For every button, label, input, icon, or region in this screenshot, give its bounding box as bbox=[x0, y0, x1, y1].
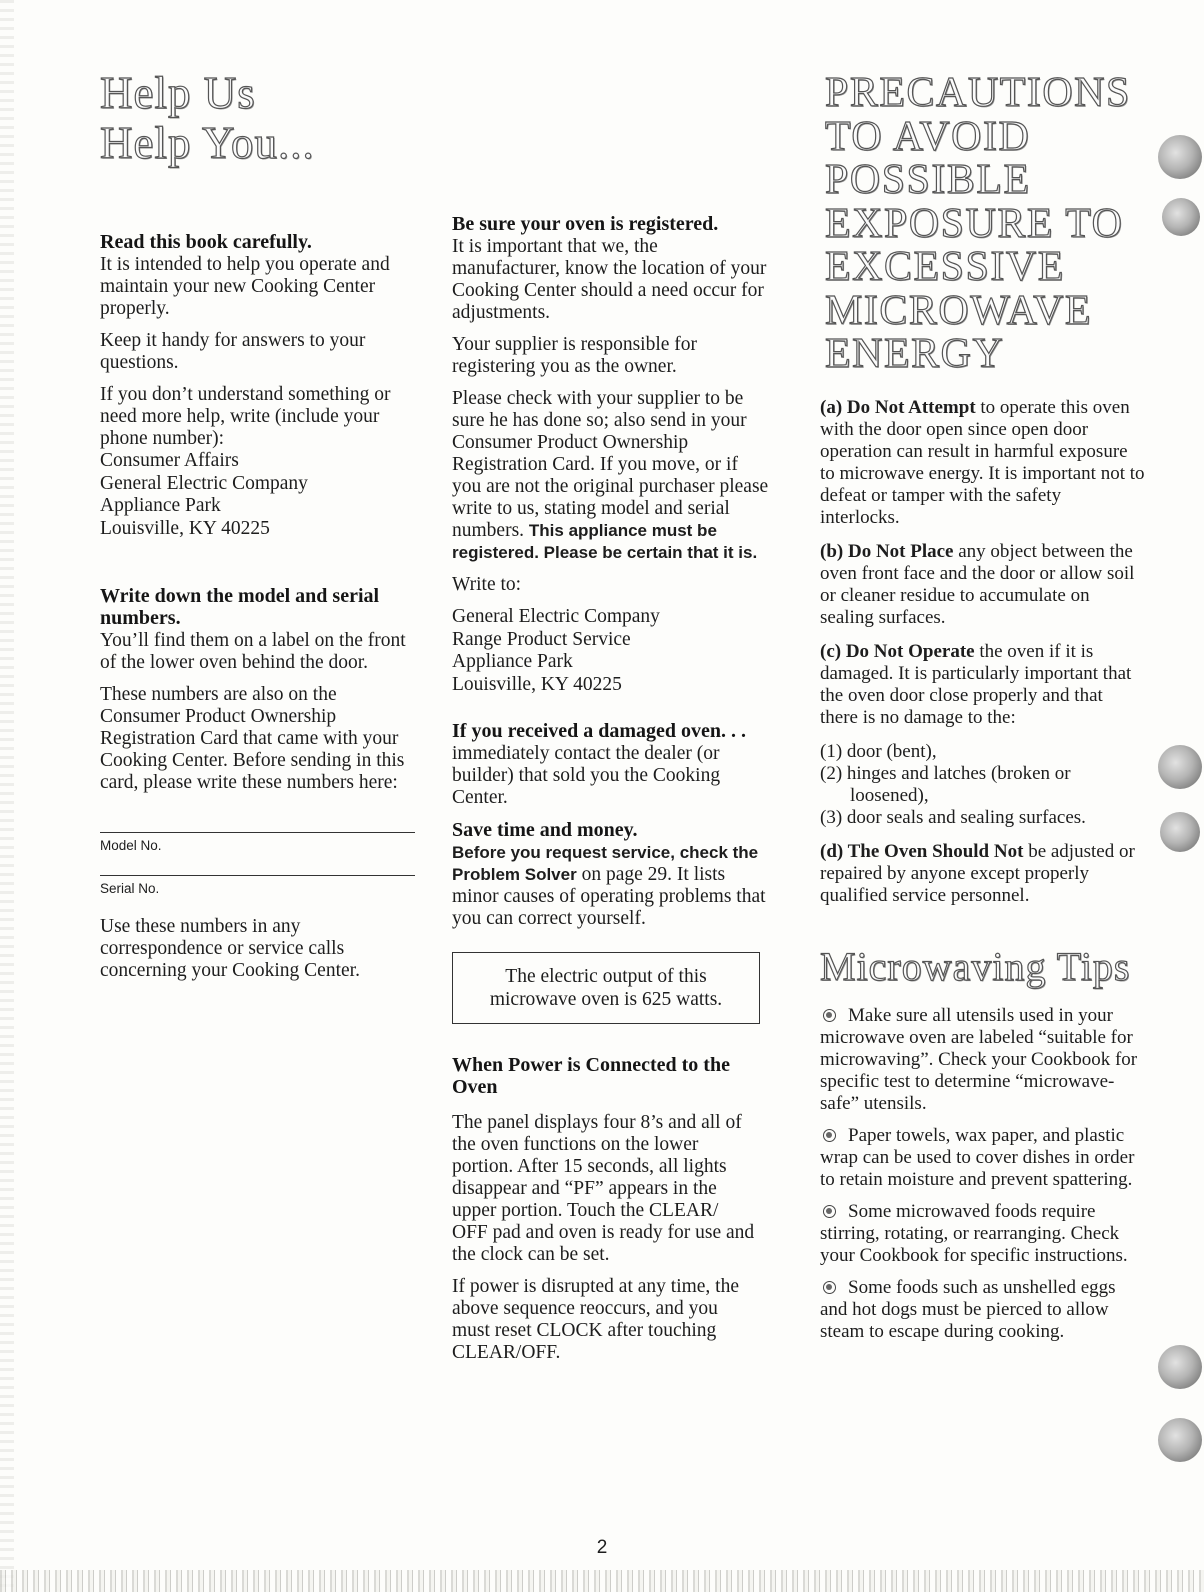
right-column bbox=[820, 60, 1145, 1353]
precaution-c-lead: (c) Do Not Operate bbox=[820, 640, 975, 662]
output-box-line2: microwave oven is 625 watts. bbox=[489, 989, 723, 1010]
read-book-heading: Read this book carefully. bbox=[100, 231, 312, 253]
damage-sub-item: (3) door seals and sealing surfaces. bbox=[820, 806, 1086, 828]
tip-text: Make sure all utensils used in your microwave oven are labeled “suitable for microwaving”. Check your Cookbook for specific test to determine “microwave-safe” utensils. bbox=[820, 1004, 1138, 1114]
precaution-d bbox=[820, 841, 1145, 907]
address-line: Appliance Park bbox=[100, 495, 221, 516]
write-to-label: Write to: bbox=[452, 574, 522, 595]
binder-hole-icon bbox=[1158, 745, 1202, 789]
damage-sub-list bbox=[820, 741, 1145, 829]
middle-column bbox=[452, 60, 770, 1374]
model-number-line[interactable] bbox=[100, 832, 415, 833]
precautions-title-line: ENERGY bbox=[825, 331, 1005, 377]
read-book-p3: If you don’t understand something or need more help, write (include your phone number): bbox=[100, 384, 391, 449]
damage-sub-item: (1) door (bent), bbox=[820, 740, 937, 762]
help-us-title bbox=[100, 68, 420, 168]
registered-p3-bold: This appliance must be registered. Please be certain that it is. bbox=[452, 521, 758, 562]
page-number: 2 bbox=[596, 1537, 608, 1558]
power-heading: When Power is Connected to the Oven bbox=[452, 1054, 730, 1098]
binder-hole-icon bbox=[1158, 1418, 1202, 1462]
registered-p1: It is important that we, the manufacturer, know the location of your Cooking Center should a need occur for adjustments. bbox=[452, 236, 767, 323]
address-line: Louisville, KY 40225 bbox=[452, 673, 622, 695]
precaution-b-lead: (b) Do Not Place bbox=[820, 540, 954, 562]
microwaving-tips-title: Microwaving Tips bbox=[820, 943, 1131, 989]
write-numbers-p2: These numbers are also on the Consumer Product Ownership Registration Card that came with your Cooking Center. Before sending in this card, please write these numbers here: bbox=[100, 684, 405, 793]
save-time-rest: on page 29. It lists minor causes of operating problems that you can correct yourself. bbox=[452, 864, 766, 929]
tip-item bbox=[820, 1201, 1145, 1267]
tip-text: Some foods such as unshelled eggs and hot dogs must be pierced to allow steam to escape during cooking. bbox=[820, 1276, 1116, 1342]
bullet-icon bbox=[823, 1205, 836, 1218]
precaution-a bbox=[820, 397, 1145, 529]
registered-p2: Your supplier is responsible for registering you as the owner. bbox=[452, 334, 698, 377]
precaution-c-text: the oven if it is damaged. It is particularly important that the oven door close properly and that there is no damage to the: bbox=[820, 640, 1132, 728]
bullet-icon bbox=[823, 1129, 836, 1142]
tip-text: Paper towels, wax paper, and plastic wrap can be used to cover dishes in order to retain moisture and prevent spattering. bbox=[820, 1124, 1135, 1190]
save-time-p1 bbox=[452, 842, 770, 930]
serial-number-line[interactable] bbox=[100, 875, 415, 876]
precaution-a-text: to operate this oven with the door open since open door operation can result in harmful exposure to microwave energy. It is important not to defeat or tamper with the safety interlocks. bbox=[820, 396, 1145, 528]
address-line: Appliance Park bbox=[452, 651, 573, 672]
precautions-title-line: EXCESSIVE bbox=[825, 244, 1065, 290]
write-numbers-p3: Use these numbers in any correspondence or service calls concerning your Cooking Center. bbox=[100, 916, 360, 981]
damaged-heading: If you received a damaged oven. . . bbox=[452, 720, 747, 742]
consumer-affairs-address bbox=[100, 450, 420, 540]
precaution-c bbox=[820, 641, 1145, 729]
address-line: Range Product Service bbox=[452, 628, 631, 650]
power-p2: If power is disrupted at any time, the above sequence reoccurs, and you must reset CLOCK after touching CLEAR/OFF. bbox=[452, 1276, 740, 1363]
precautions-title-line: MICROWAVE bbox=[825, 287, 1093, 334]
tip-item bbox=[820, 1125, 1145, 1191]
binder-hole-icon bbox=[1162, 198, 1200, 236]
write-numbers-heading: Write down the model and serial numbers. bbox=[100, 585, 380, 629]
address-line: General Electric Company bbox=[452, 606, 660, 627]
registered-heading: Be sure your oven is registered. bbox=[452, 213, 719, 235]
damaged-p1: immediately contact the dealer (or builder) that sold you the Cooking Center. bbox=[452, 743, 721, 808]
help-us-title-line2: Help You... bbox=[100, 118, 315, 168]
address-line: General Electric Company bbox=[100, 472, 308, 494]
read-book-p2: Keep it handy for answers to your questions. bbox=[100, 330, 366, 373]
binder-hole-icon bbox=[1158, 1345, 1202, 1389]
bullet-icon bbox=[823, 1009, 836, 1022]
problem-solver-bold: Before you request service, check the Problem Solver bbox=[452, 843, 759, 884]
scan-edge-left bbox=[0, 0, 14, 1592]
read-book-p1: It is intended to help you operate and maintain your new Cooking Center properly. bbox=[100, 254, 390, 319]
damage-sub-item: loosened), bbox=[850, 784, 929, 806]
tip-item bbox=[820, 1005, 1145, 1115]
output-wattage-box bbox=[452, 952, 760, 1024]
model-number-label: Model No. bbox=[100, 838, 162, 853]
tip-item bbox=[820, 1277, 1145, 1343]
binder-hole-icon bbox=[1158, 135, 1202, 179]
address-line: Louisville, KY 40225 bbox=[100, 517, 270, 539]
address-line: Consumer Affairs bbox=[100, 450, 239, 471]
precaution-b bbox=[820, 541, 1145, 629]
output-box-line1: The electric output of this bbox=[505, 966, 707, 987]
precautions-title-line: TO AVOID bbox=[825, 113, 1031, 160]
precautions-title-line: PRECAUTIONS bbox=[825, 70, 1131, 116]
registered-p3 bbox=[452, 388, 770, 564]
save-time-heading: Save time and money. bbox=[452, 819, 638, 841]
serial-number-label: Serial No. bbox=[100, 881, 160, 896]
damage-sub-item: (2) hinges and latches (broken or bbox=[820, 762, 1071, 784]
binder-hole-icon bbox=[1160, 812, 1200, 852]
precaution-a-lead: (a) Do Not Attempt bbox=[820, 396, 976, 418]
tip-text: Some microwaved foods require stirring, rotating, or rearranging. Check your Cookbook for specific instructions. bbox=[820, 1200, 1128, 1266]
precautions-title-line: POSSIBLE bbox=[825, 157, 1031, 203]
precautions-title-line: EXPOSURE TO bbox=[825, 200, 1124, 247]
scan-edge-bottom bbox=[0, 1570, 1204, 1592]
help-us-title-line1: Help Us bbox=[100, 68, 256, 118]
precaution-d-text: be adjusted or repaired by anyone except properly qualified service personnel. bbox=[820, 840, 1135, 906]
left-column bbox=[100, 60, 420, 992]
power-p1: The panel displays four 8’s and all of the oven functions on the lower portion. After 15 seconds, all lights disappear and “PF” appears in the upper portion. Touch the CLEAR/ OFF pad and oven is ready for use and the clock can be set. bbox=[452, 1112, 755, 1265]
range-service-address bbox=[452, 606, 770, 696]
registered-p3-text: Please check with your supplier to be sure he has done so; also send in your Consumer Product Ownership Registration Card. If you move, or if you are not the original purchaser please write to us, stating model and serial numbers. bbox=[452, 388, 769, 541]
precautions-title bbox=[825, 72, 1145, 377]
precaution-b-text: any object between the oven front face and the door or allow soil or cleaner residue to accumulate on sealing surfaces. bbox=[820, 540, 1135, 628]
precaution-d-lead: (d) The Oven Should Not bbox=[820, 840, 1024, 862]
write-numbers-p1: You’ll find them on a label on the front of the lower oven behind the door. bbox=[100, 630, 406, 673]
bullet-icon bbox=[823, 1281, 836, 1294]
